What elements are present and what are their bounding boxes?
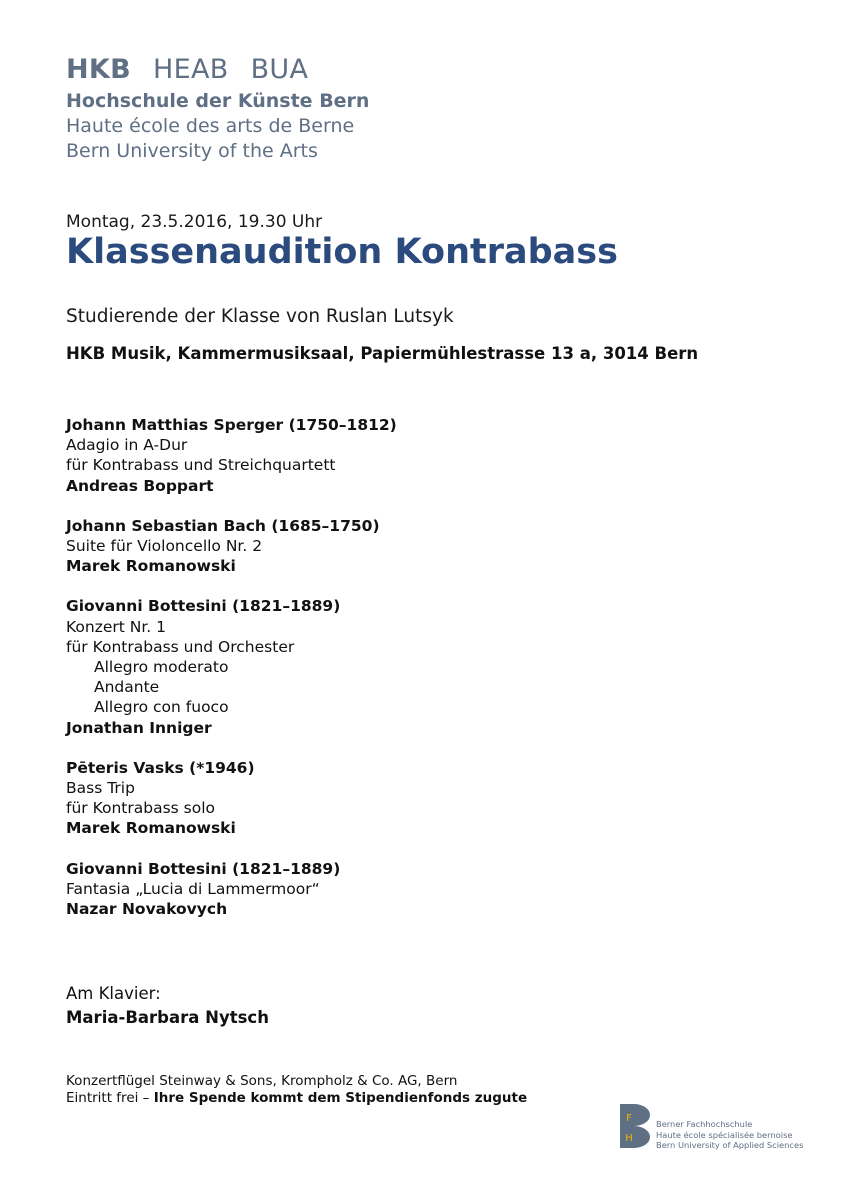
program-piece xyxy=(66,415,786,496)
composer: Johann Matthias Sperger (1750–1812) xyxy=(66,416,397,434)
bfh-mark-icon xyxy=(620,1104,650,1148)
piano-label: Am Klavier: xyxy=(66,984,161,1003)
composer: Giovanni Bottesini (1821–1889) xyxy=(66,597,341,616)
composer: Johann Sebastian Bach (1685–1750) xyxy=(66,516,380,535)
logo-name-de: Hochschule der Künste Bern xyxy=(66,90,370,112)
event-venue: HKB Musik, Kammermusiksaal, Papiermühlestrasse 13 a, 3014 Bern xyxy=(66,344,699,363)
composer: Giovanni Bottesini (1821–1889) xyxy=(66,859,341,878)
admission-note xyxy=(66,1090,527,1106)
bfh-logo xyxy=(620,1104,830,1152)
movement: Allegro moderato xyxy=(94,658,229,677)
logo-abbr-fr: HEAB xyxy=(153,54,229,85)
performer: Nazar Novakovych xyxy=(66,900,228,919)
movement: Andante xyxy=(94,678,160,697)
bfh-name-en: Bern University of Applied Sciences xyxy=(656,1140,804,1150)
bfh-name-block xyxy=(656,1119,803,1151)
logo-abbr-de: HKB xyxy=(66,54,131,85)
performer: Marek Romanowski xyxy=(66,819,236,838)
program-piece xyxy=(66,758,786,839)
hkb-logo-abbreviations xyxy=(66,54,308,85)
event-date: Montag, 23.5.2016, 19.30 Uhr xyxy=(66,212,323,232)
bfh-name-fr: Haute école spécialisée bernoise xyxy=(656,1129,793,1140)
work-title: Bass Trip xyxy=(66,779,135,798)
piano-credit: Konzertflügel Steinway & Sons, Krompholz & Co. AG, Bern xyxy=(66,1073,458,1089)
performer: Andreas Boppart xyxy=(66,476,214,495)
work-title: Adagio in A-Dur xyxy=(66,436,188,455)
logo-name-fr: Haute école des arts de Berne xyxy=(66,115,355,137)
program-list xyxy=(66,415,786,939)
work-title: Konzert Nr. 1 xyxy=(66,617,167,636)
logo-abbr-en: BUA xyxy=(250,54,309,85)
program-piece xyxy=(66,516,786,577)
bfh-name-de: Berner Fachhochschule xyxy=(656,1119,753,1129)
admission-text: Eintritt frei – xyxy=(66,1090,154,1106)
performer: Marek Romanowski xyxy=(66,557,236,576)
movement: Allegro con fuoco xyxy=(94,698,229,717)
donation-text: Ihre Spende kommt dem Stipendienfonds zugute xyxy=(153,1090,528,1106)
work-title: Fantasia „Lucia di Lammermoor“ xyxy=(66,879,320,898)
logo-name-en: Bern University of the Arts xyxy=(66,140,318,162)
work-instrumentation: für Kontrabass solo xyxy=(66,799,215,818)
performer: Jonathan Inniger xyxy=(66,718,212,737)
event-title: Klassenaudition Kontrabass xyxy=(66,232,618,272)
program-piece xyxy=(66,596,786,737)
event-subtitle: Studierende der Klasse von Ruslan Lutsyk xyxy=(66,306,454,327)
pianist-name: Maria-Barbara Nytsch xyxy=(66,1008,269,1027)
work-instrumentation: für Kontrabass und Orchester xyxy=(66,637,295,656)
work-instrumentation: für Kontrabass und Streichquartett xyxy=(66,456,336,475)
composer: Pēteris Vasks (*1946) xyxy=(66,758,255,777)
bfh-letter-h: H xyxy=(625,1133,633,1144)
bfh-letter-f: F xyxy=(626,1113,632,1124)
work-title: Suite für Violoncello Nr. 2 xyxy=(66,537,263,556)
program-piece xyxy=(66,859,786,920)
